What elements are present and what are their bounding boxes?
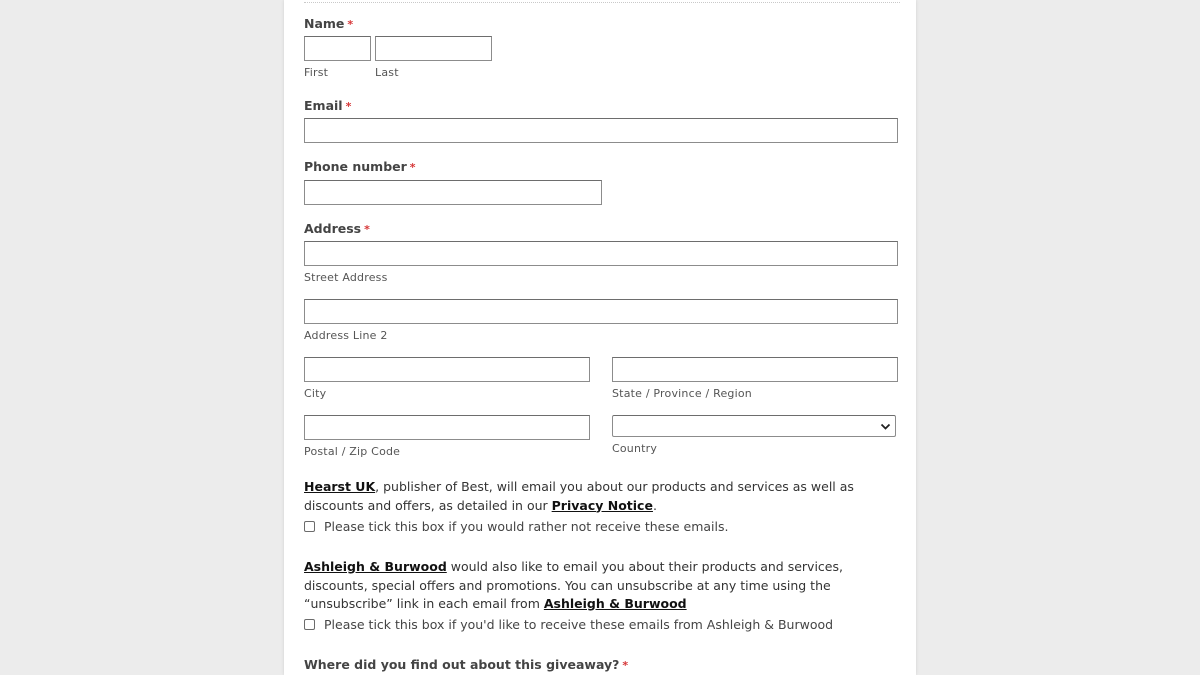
giveaway-source-label-text: Where did you find out about this giveaway? — [304, 657, 620, 672]
name-label — [304, 16, 353, 31]
state-sublabel: State / Province / Region — [612, 387, 752, 400]
giveaway-source-label — [304, 657, 628, 672]
phone-label-text: Phone number — [304, 159, 407, 174]
required-marker: * — [622, 659, 629, 672]
privacy-notice-link[interactable]: Privacy Notice — [551, 497, 653, 513]
postal-code-input[interactable] — [304, 415, 590, 440]
city-sublabel: City — [304, 387, 327, 400]
hearst-uk-link[interactable]: Hearst UK — [304, 479, 376, 494]
street-address-input[interactable] — [304, 241, 898, 266]
consent1-text: , publisher of Best, will email you about our products and services as well as discounts and offers, as detailed in our — [304, 479, 854, 513]
name-label-text: Name — [304, 16, 345, 31]
hearst-optout-row — [304, 519, 728, 534]
ashleigh-burwood-link[interactable]: Ashleigh & Burwood — [304, 559, 447, 574]
first-name-input[interactable] — [304, 36, 371, 61]
partner-optin-checkbox[interactable] — [304, 619, 315, 630]
state-input[interactable] — [612, 357, 898, 382]
last-name-input[interactable] — [375, 36, 492, 61]
hearst-optout-checkbox[interactable] — [304, 521, 315, 532]
city-input[interactable] — [304, 357, 590, 382]
address-label-text: Address — [304, 221, 362, 236]
consent1-text-end: . — [652, 497, 657, 513]
address-line2-sublabel: Address Line 2 — [304, 329, 388, 342]
phone-label — [304, 159, 416, 174]
required-marker: * — [347, 18, 354, 31]
hearst-optout-label: Please tick this box if you would rather not receive these emails. — [324, 519, 729, 534]
email-input[interactable] — [304, 118, 898, 143]
address-label — [304, 221, 370, 236]
required-marker: * — [345, 100, 352, 113]
required-marker: * — [409, 161, 416, 174]
address-line2-input[interactable] — [304, 299, 898, 324]
required-marker: * — [364, 223, 370, 236]
phone-input[interactable] — [304, 180, 602, 205]
postal-code-sublabel: Postal / Zip Code — [304, 445, 401, 458]
chevron-down-icon — [880, 421, 891, 432]
partner-consent-text — [304, 558, 894, 614]
country-select[interactable] — [612, 415, 896, 437]
divider — [304, 2, 900, 3]
ashleigh-burwood-link-2[interactable]: Ashleigh & Burwood — [543, 596, 687, 611]
email-label-text: Email — [304, 98, 343, 113]
partner-optin-row — [304, 617, 833, 632]
last-name-sublabel: Last — [375, 66, 399, 79]
email-label — [304, 98, 351, 113]
first-name-sublabel: First — [304, 66, 329, 79]
hearst-consent-text — [304, 478, 900, 515]
partner-optin-label: Please tick this box if you'd like to receive these emails from Ashleigh & Burwood — [324, 617, 834, 632]
country-sublabel: Country — [612, 442, 658, 455]
consent2-text: would also like to email you about their products and services, discounts, special offers and promotions. You can unsubscribe at any time using the “unsubscribe” link in each email from — [304, 559, 843, 611]
street-address-sublabel: Street Address — [304, 271, 388, 284]
